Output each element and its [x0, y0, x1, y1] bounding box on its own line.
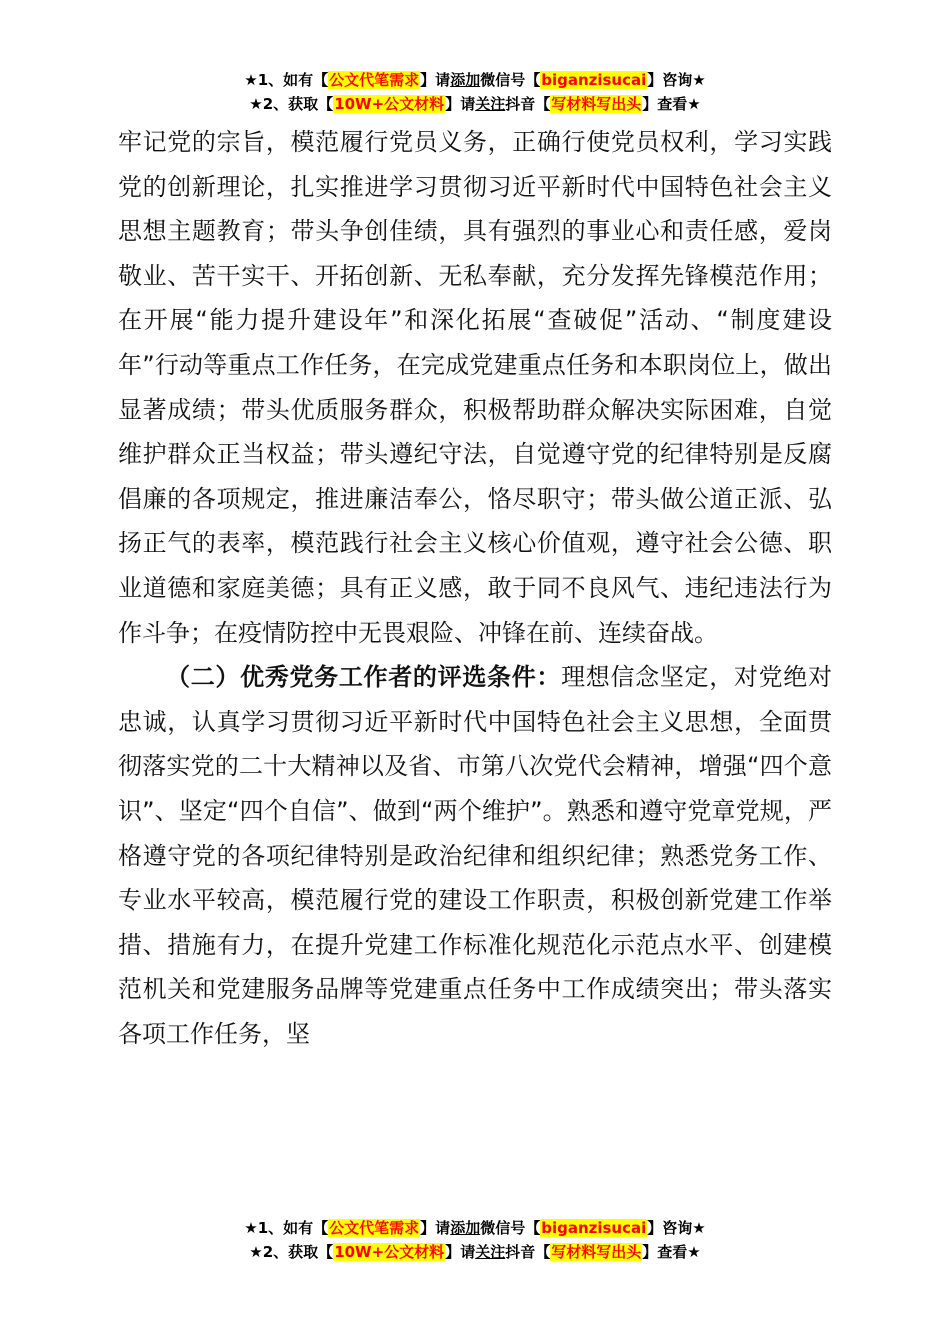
- banner-text: 】查看★: [642, 1243, 701, 1261]
- header-banner: [0, 68, 950, 116]
- highlight-wechat-id: biganzisucai: [541, 71, 647, 89]
- banner-text: 抖音【: [505, 95, 551, 113]
- banner-text: 】请: [420, 71, 451, 89]
- banner-text: ★1、如有【: [244, 71, 329, 89]
- banner-text: 】咨询★: [647, 1219, 706, 1237]
- section-heading: （二）优秀党务工作者的评选条件：: [166, 663, 562, 692]
- header-banner-line-2: [0, 92, 950, 116]
- banner-text: 】查看★: [642, 95, 701, 113]
- footer-banner: [0, 1216, 950, 1264]
- banner-text: 微信号【: [480, 71, 541, 89]
- banner-text: 抖音【: [505, 1243, 551, 1261]
- highlight-douyin-account: 写材料写出头: [551, 95, 642, 113]
- highlight-douyin-account: 写材料写出头: [551, 1243, 642, 1261]
- banner-underlined-text: 关注: [475, 1243, 506, 1261]
- paragraph-body: 理想信念坚定，对党绝对忠诚，认真学习贯彻习近平新时代中国特色社会主义思想，全面贯彻落实党的二十大精神以及省、市第八次党代会精神，增强“四个意识”、坚定“四个自信”、做到“两个维护”。熟悉和遵守党章党规，严格遵守党的各项纪律特别是政治纪律和组织纪律；熟悉党务工作、专业水平较高，模范履行党的建设工作职责，积极创新党建工作举措、措施有力，在提升党建工作标准化规范化示范点水平、创建模范机关和党建服务品牌等党建重点任务中工作成绩突出；带头落实各项工作任务，坚: [118, 663, 833, 1048]
- banner-underlined-text: 关注: [475, 95, 506, 113]
- banner-text: 】咨询★: [647, 71, 706, 89]
- highlight-service: 公文代笔需求: [329, 1219, 420, 1237]
- paragraph-party-member-criteria: 牢记党的宗旨，模范履行党员义务，正确行使党员权利，学习实践党的创新理论，扎实推进学习贯彻习近平新时代中国特色社会主义思想主题教育；带头争创佳绩，具有强烈的事业心和责任感，爱岗敬业、苦干实干、开拓创新、无私奉献，充分发挥先锋模范作用；在开展“能力提升建设年”和深化拓展“查破促”活动、“制度建设年”行动等重点工作任务，在完成党建重点任务和本职岗位上，做出显著成绩；带头优质服务群众，积极帮助群众解决实际困难，自觉维护群众正当权益；带头遵纪守法，自觉遵守党的纪律特别是反腐倡廉的各项规定，推进廉洁奉公，恪尽职守；带头做公道正派、弘扬正气的表率，模范践行社会主义核心价值观，遵守社会公德、职业道德和家庭美德；具有正义感，敢于同不良风气、违纪违法行为作斗争；在疫情防控中无畏艰险、冲锋在前、连续奋战。: [118, 128, 832, 647]
- footer-banner-line-2: [0, 1240, 950, 1264]
- banner-text: 】请: [445, 1243, 476, 1261]
- footer-banner-line-1: [0, 1216, 950, 1240]
- highlight-materials: 10W+公文材料: [334, 95, 445, 113]
- banner-underlined-text: 添加: [450, 1219, 481, 1237]
- banner-text: 】请: [445, 95, 476, 113]
- paragraph-party-worker-criteria: [118, 655, 832, 1056]
- banner-text: 】请: [420, 1219, 451, 1237]
- highlight-wechat-id: biganzisucai: [541, 1219, 647, 1237]
- banner-text: ★1、如有【: [244, 1219, 329, 1237]
- banner-text: ★2、获取【: [249, 1243, 334, 1261]
- highlight-service: 公文代笔需求: [329, 71, 420, 89]
- highlight-materials: 10W+公文材料: [334, 1243, 445, 1261]
- banner-text: 微信号【: [480, 1219, 541, 1237]
- banner-underlined-text: 添加: [450, 71, 481, 89]
- document-body: [118, 120, 832, 1056]
- banner-text: ★2、获取【: [249, 95, 334, 113]
- header-banner-line-1: [0, 68, 950, 92]
